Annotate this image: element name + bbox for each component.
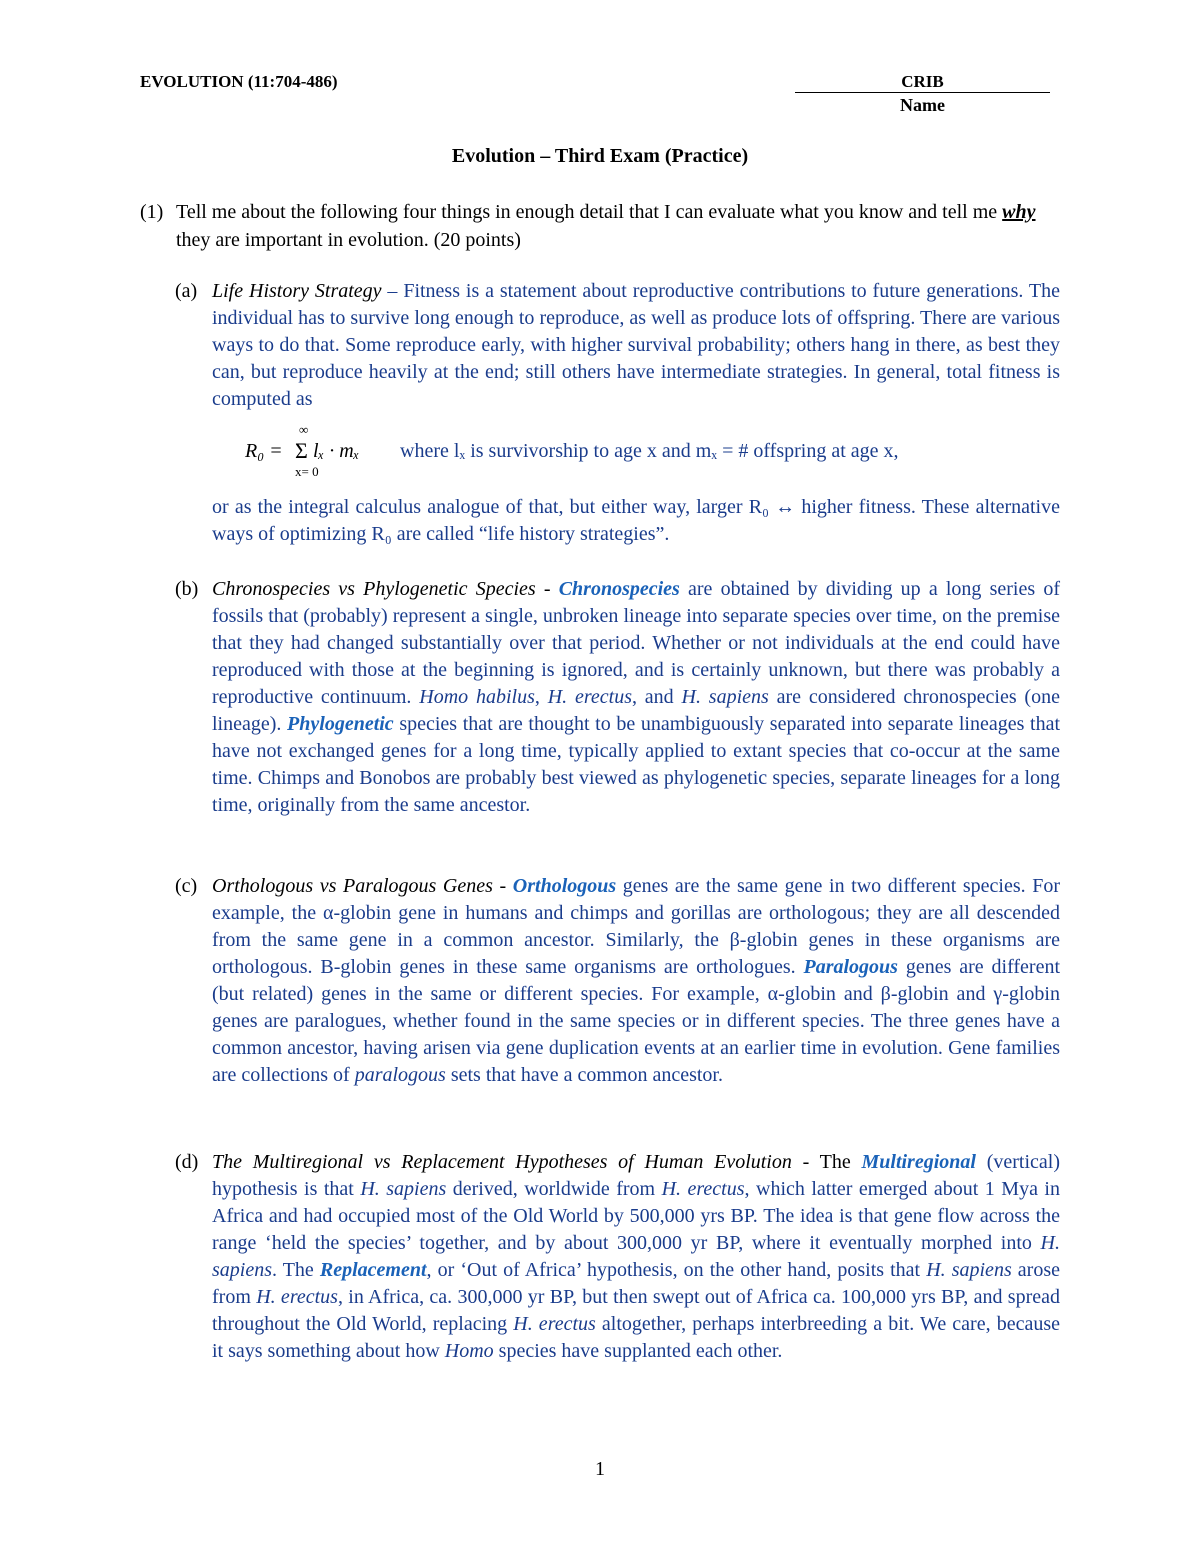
part-c-text: Orthologous vs Paralogous Genes - Orthologous genes are the same gene in two different species. For example, the α-globin gene in humans and chimps and gorillas are orthologous; they are all descended from the same gene in a common ancestor. Similarly, the β-globin genes in these organisms are orthologous. B-globin genes in these same organisms are orthologues. Paralogous genes are different (but related) genes in the same or different species. For example, α-globin and β-globin and γ-globin genes are paralogues, whether found in the same species or in different species. The three genes have a common ancestor, having arisen via gene duplication events at an earlier time in evolution. Gene families are collections of paralogous sets that have a common ancestor. xyxy=(212,875,1061,1086)
part-label: (a) xyxy=(175,280,198,302)
part-heading: The Multiregional vs Replacement Hypotheses of Human Evolution xyxy=(212,1151,792,1173)
part-a xyxy=(175,278,1060,413)
part-a-text-2: or as the integral calculus analogue of that, but either way, larger R₀ ↔ higher fitness. These alternative ways of optimizing R₀ are called “life history strategies”. xyxy=(212,496,1060,545)
part-label: (b) xyxy=(175,578,199,600)
part-label: (d) xyxy=(175,1151,199,1173)
part-d xyxy=(175,1149,1060,1365)
fitness-formula: R₀ = ∞ Σ x= 0 lₓ · mₓ where lₓ is survivorship to age x and mₓ = # offspring at age x, xyxy=(245,422,899,479)
part-b xyxy=(175,576,1060,819)
part-b-text: Chronospecies vs Phylogenetic Species - Chronospecies are obtained by dividing up a long series of fossils that (probably) represent a single, unbroken lineage into separate species over time, on the premise that they had changed substantially over that period. Whether or not individuals at the end could have reproduced with those at the beginning is ignored, and is certainly unknown, but there was probably a reproductive continuum. Homo habilus, H. erectus, and H. sapiens are considered chronospecies (one lineage). Phylogenetic species that are thought to be unambiguously separated into separate lineages that have not exchanged genes for a long time, typically applied to extant species that co-occur at the same time. Chimps and Bonobos are probably best viewed as phylogenetic species, separate lineages for a long time, originally from the same ancestor. xyxy=(212,578,1060,816)
question-1 xyxy=(140,198,1060,254)
page-number: 1 xyxy=(595,1458,605,1480)
part-heading: Orthologous vs Paralogous Genes xyxy=(212,875,493,897)
part-a-text: Life History Strategy – Fitness is a statement about reproductive contributions to future generations. The individual has to survive long enough to reproduce, as well as produce lots of offspring. There are various ways to do that. Some reproduce early, with higher survival probability; others hang in there, as best they can, but reproduce heavily at the end; still others have intermediate strategies. In general, total fitness is computed as xyxy=(212,280,1061,410)
part-a-continued xyxy=(175,494,1060,548)
name-value: CRIB xyxy=(795,72,1050,93)
part-c xyxy=(175,873,1060,1089)
name-label: Name xyxy=(900,95,945,115)
part-heading: Chronospecies vs Phylogenetic Species xyxy=(212,578,536,600)
course-header: EVOLUTION (11:704-486) xyxy=(140,72,338,91)
question-number: (1) xyxy=(140,201,164,223)
question-text: Tell me about the following four things in enough detail that I can evaluate what you know and tell me why they are important in evolution. (20 points) xyxy=(176,201,1036,251)
part-heading: Life History Strategy xyxy=(212,280,382,302)
emphasis-why: why xyxy=(1002,201,1036,223)
part-d-text: The Multiregional vs Replacement Hypotheses of Human Evolution - The Multiregional (vertical) hypothesis is that H. sapiens derived, worldwide from H. erectus, which latter emerged about 1 Mya in Africa and had occupied most of the Old World by 500,000 yrs BP. The idea is that gene flow across the range ‘held the species’ together, and by about 300,000 yr BP, where it eventually morphed into H. sapiens. The Replacement, or ‘Out of Africa’ hypothesis, on the other hand, posits that H. sapiens arose from H. erectus, in Africa, ca. 300,000 yr BP, but then swept out of Africa ca. 100,000 yrs BP, and spread throughout the Old World, replacing H. erectus altogether, perhaps interbreeding a bit. We care, because it says something about how Homo species have supplanted each other. xyxy=(212,1151,1061,1362)
exam-title: Evolution – Third Exam (Practice) xyxy=(451,145,749,167)
part-label: (c) xyxy=(175,875,198,897)
